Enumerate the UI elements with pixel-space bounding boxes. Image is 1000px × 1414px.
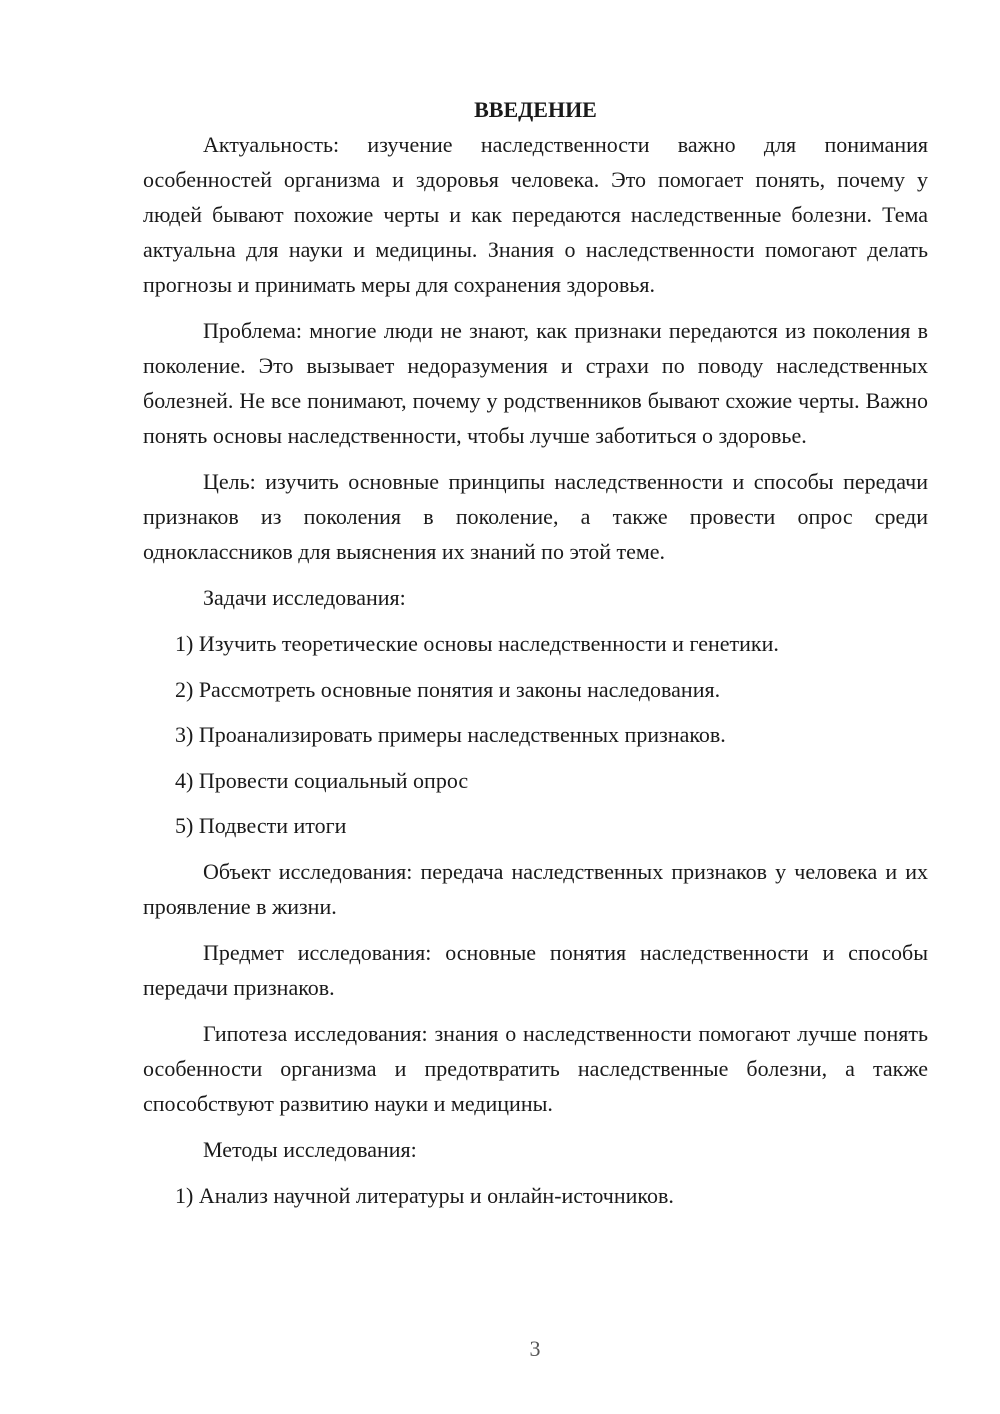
task-item: 4) Провести социальный опрос	[175, 767, 469, 793]
object-paragraph: Объект исследования: передача наследственных признаков у человека и их проявление в жизни.	[143, 858, 928, 919]
document-page	[143, 92, 928, 1223]
tasks-heading: Задачи исследования:	[203, 585, 406, 610]
relevance-paragraph: Актуальность: изучение наследственности важно для понимания особенностей организма и здоровья человека. Это помогает понять, почему у людей бывают похожие черты и как передаются наследственные болезни. Тема актуальна для науки и медицины. Знания о наследственности помогают делать прогнозы и принимать меры для сохранения здоровья.	[143, 132, 928, 297]
task-item: 2) Рассмотреть основные понятия и законы наследования.	[175, 676, 721, 702]
methods-list	[143, 1178, 928, 1213]
methods-heading: Методы исследования:	[203, 1136, 417, 1162]
task-item: 1) Изучить теоретические основы наследственности и генетики.	[175, 631, 779, 656]
page-number: 3	[529, 1336, 541, 1361]
goal-paragraph: Цель: изучить основные принципы наследственности и способы передачи признаков из поколения в поколение, а также провести опрос среди одноклассников для выяснения их знаний по этой теме.	[143, 469, 928, 564]
task-item: 5) Подвести итоги	[175, 813, 347, 838]
task-item: 3) Проанализировать примеры наследственных признаков.	[175, 722, 726, 747]
subject-paragraph: Предмет исследования: основные понятия наследственности и способы передачи признаков.	[143, 939, 928, 1000]
hypothesis-paragraph: Гипотеза исследования: знания о наследственности помогают лучше понять особенности организма и предотвратить наследственные болезни, а также способствуют развитию науки и медицины.	[143, 1020, 928, 1116]
section-title: ВВЕДЕНИЕ	[474, 97, 597, 122]
method-item: 1) Анализ научной литературы и онлайн-источников.	[175, 1182, 674, 1208]
tasks-list	[143, 626, 928, 843]
problem-paragraph: Проблема: многие люди не знают, как признаки передаются из поколения в поколение. Это вызывает недоразумения и страхи по поводу наследственных болезней. Не все понимают, почему у родственников бывают схожие черты. Важно понять основы наследственности, чтобы лучше заботиться о здоровье.	[143, 318, 928, 448]
